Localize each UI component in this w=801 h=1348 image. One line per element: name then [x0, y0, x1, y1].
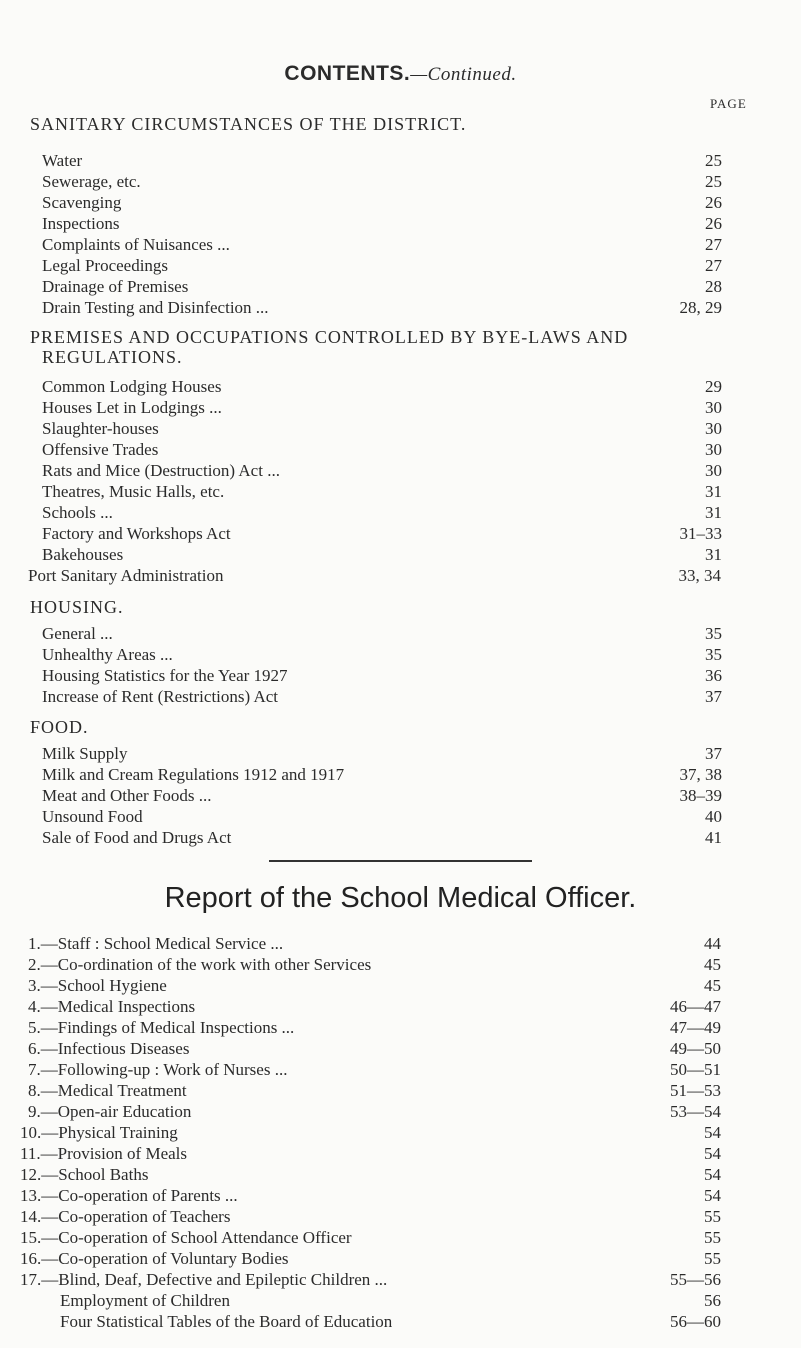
toc-entry: 4.—Medical Inspections 46—47	[28, 997, 721, 1016]
toc-entry: 1.—Staff : School Medical Service ... 44	[28, 934, 721, 953]
section-heading-premises: PREMISES AND OCCUPATIONS CONTROLLED BY BYE-LAWS AND REGULATIONS.	[30, 327, 629, 367]
toc-entry: Rats and Mice (Destruction) Act ... 30	[42, 461, 722, 480]
toc-entry: Milk and Cream Regulations 1912 and 1917 37, 38	[42, 765, 722, 784]
divider	[269, 860, 532, 862]
toc-entry: Drainage of Premises 28	[42, 277, 722, 296]
toc-entry: Sale of Food and Drugs Act 41	[42, 828, 722, 847]
toc-entry: 6.—Infectious Diseases 49—50	[28, 1039, 721, 1058]
toc-entry: 12.—School Baths 54	[20, 1165, 721, 1184]
toc-entry: Legal Proceedings 27	[42, 256, 722, 275]
toc-entry: Increase of Rent (Restrictions) Act 37	[42, 687, 722, 706]
toc-entry: Inspections 26	[42, 214, 722, 233]
toc-entry: 5.—Findings of Medical Inspections ... 47—49	[28, 1018, 721, 1037]
toc-entry: Scavenging 26	[42, 193, 722, 212]
toc-entry: 9.—Open-air Education 53—54	[28, 1102, 721, 1121]
toc-entry: 10.—Physical Training 54	[20, 1123, 721, 1142]
contents-title: CONTENTS.—Continued.	[284, 62, 517, 85]
toc-entry: Sewerage, etc. 25	[42, 172, 722, 191]
toc-entry: 14.—Co-operation of Teachers 55	[20, 1207, 721, 1226]
section-heading-housing: HOUSING.	[30, 597, 124, 617]
page-column-label: PAGE	[710, 96, 747, 111]
toc-entry: General ... 35	[42, 624, 722, 643]
toc-entry: 11.—Provision of Meals 54	[20, 1144, 721, 1163]
toc-entry: Employment of Children 56	[60, 1291, 721, 1310]
toc-entry: Port Sanitary Administration 33, 34	[28, 566, 721, 585]
toc-entry: Houses Let in Lodgings ... 30	[42, 398, 722, 417]
toc-entry: 2.—Co-ordination of the work with other Services 45	[28, 955, 721, 974]
toc-entry: Theatres, Music Halls, etc. 31	[42, 482, 722, 501]
toc-entry: Complaints of Nuisances ... 27	[42, 235, 722, 254]
toc-entry: Common Lodging Houses 29	[42, 377, 722, 396]
toc-entry: Offensive Trades 30	[42, 440, 722, 459]
report-title: Report of the School Medical Officer.	[164, 882, 637, 914]
toc-entry: Meat and Other Foods ... 38–39	[42, 786, 722, 805]
toc-entry: Factory and Workshops Act 31–33	[42, 524, 722, 543]
toc-entry: 16.—Co-operation of Voluntary Bodies 55	[20, 1249, 721, 1268]
toc-entry: Milk Supply 37	[42, 744, 722, 763]
toc-entry: Drain Testing and Disinfection ... 28, 29	[42, 298, 722, 317]
toc-entry: Bakehouses 31	[42, 545, 722, 564]
toc-entry: Unsound Food 40	[42, 807, 722, 826]
toc-entry: Housing Statistics for the Year 1927 36	[42, 666, 722, 685]
toc-entry: Four Statistical Tables of the Board of Education 56—60	[60, 1312, 721, 1331]
toc-entry: Slaughter-houses 30	[42, 419, 722, 438]
toc-entry: 8.—Medical Treatment 51—53	[28, 1081, 721, 1100]
toc-entry: Water 25	[42, 151, 722, 170]
toc-entry: 13.—Co-operation of Parents ... 54	[20, 1186, 721, 1205]
section-heading-sanitary: SANITARY CIRCUMSTANCES OF THE DISTRICT.	[30, 114, 467, 134]
section-heading-food: FOOD.	[30, 717, 89, 737]
toc-entry: Unhealthy Areas ... 35	[42, 645, 722, 664]
toc-entry: Schools ... 31	[42, 503, 722, 522]
toc-entry: 3.—School Hygiene 45	[28, 976, 721, 995]
toc-entry: 15.—Co-operation of School Attendance Officer 55	[20, 1228, 721, 1247]
toc-entry: 17.—Blind, Deaf, Defective and Epileptic Children ... 55—56	[20, 1270, 721, 1289]
toc-entry: 7.—Following-up : Work of Nurses ... 50—51	[28, 1060, 721, 1079]
